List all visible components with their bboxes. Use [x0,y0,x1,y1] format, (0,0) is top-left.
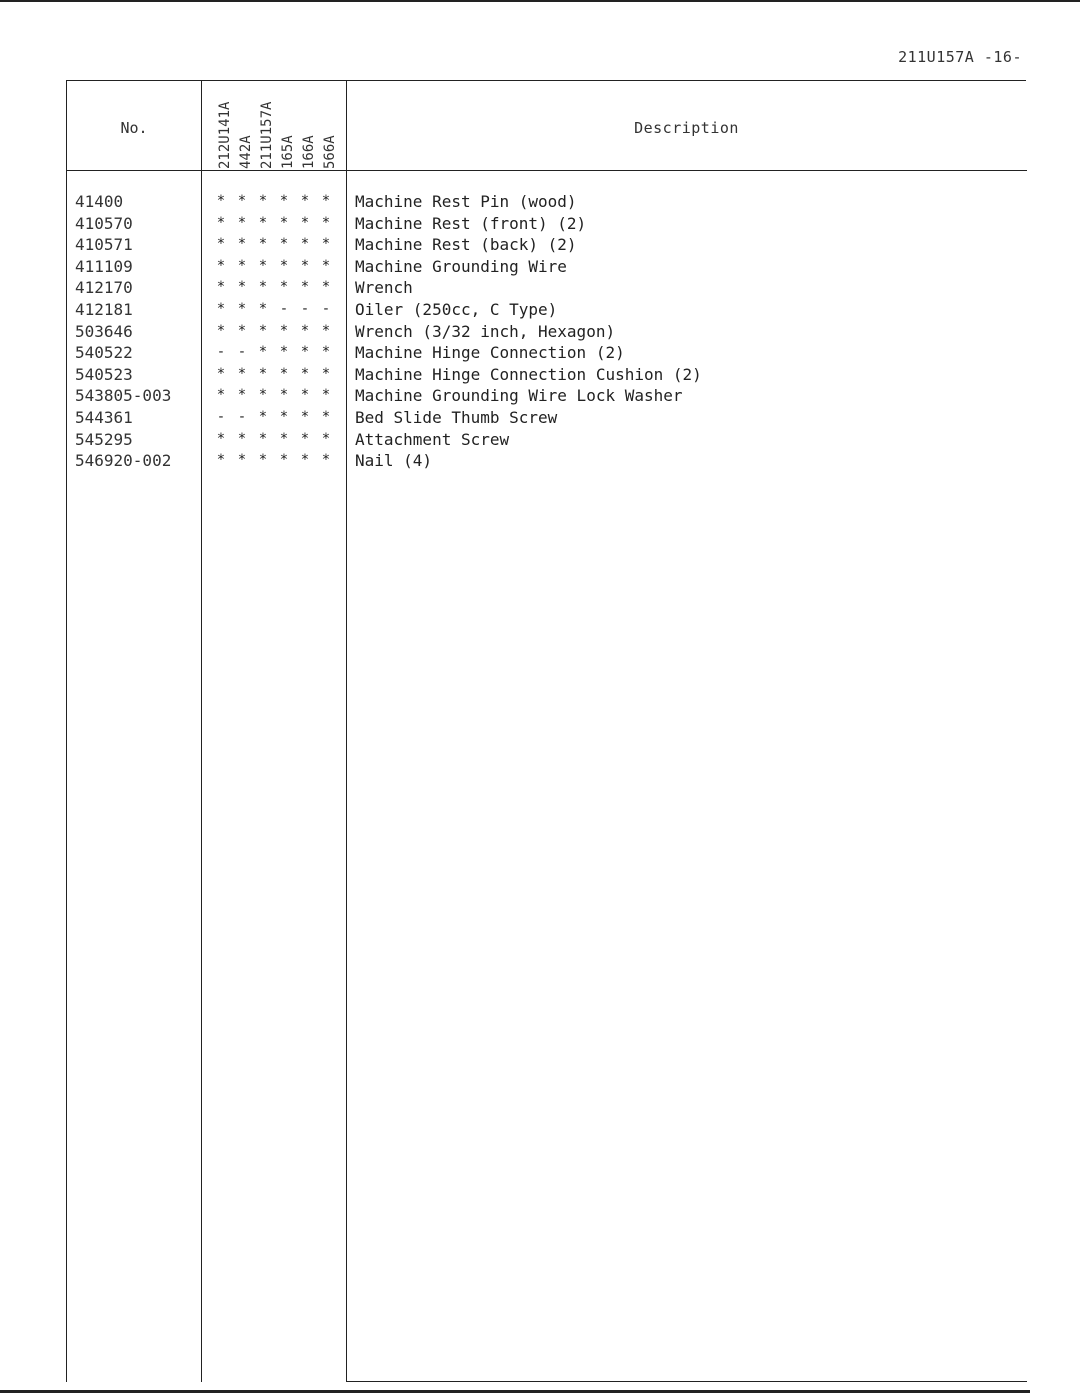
model-applicability-mark: * [237,365,247,382]
model-applicability-mark: * [321,387,331,404]
table-row [67,277,1027,299]
model-applicability-mark: * [216,257,226,274]
model-applicability-mark: * [258,365,268,382]
model-applicability-mark: * [258,344,268,361]
footer-rule [0,1390,1030,1393]
table-row [67,256,1027,278]
model-applicability-mark: * [216,193,226,209]
part-description: Wrench [355,278,413,298]
model-applicability-mark: * [300,408,310,425]
table-body [67,191,1027,472]
header-model-3: 211U157A [259,101,275,169]
model-applicability-mark: * [321,193,331,209]
model-applicability-mark: * [321,257,331,274]
header-rule [67,170,1027,171]
model-applicability-mark: * [321,322,331,339]
model-applicability-mark: - [237,344,247,361]
model-applicability-mark: * [300,322,310,339]
model-applicability-mark: * [321,236,331,253]
part-number: 543805-003 [75,386,172,406]
model-applicability-mark: * [300,236,310,253]
model-applicability-mark: * [216,365,226,382]
model-applicability-mark: * [279,408,289,425]
model-applicability-mark: * [237,257,247,274]
part-description: Wrench (3/32 inch, Hexagon) [355,321,616,341]
part-number: 41400 [75,192,124,211]
model-applicability-mark: * [300,193,310,209]
part-number: 544361 [75,407,133,427]
header-model-1: 212U141A [217,101,233,169]
model-applicability-mark: * [279,322,289,339]
model-applicability-mark: * [237,300,247,317]
part-number: 410570 [75,213,133,233]
model-applicability-mark: * [237,387,247,404]
model-applicability-mark: * [300,279,310,296]
model-applicability-mark: * [279,365,289,382]
part-number: 503646 [75,321,133,341]
model-applicability-mark: * [237,322,247,339]
part-description: Nail (4) [355,451,433,471]
model-applicability-mark: * [279,279,289,296]
model-applicability-mark: * [321,452,331,469]
part-number: 411109 [75,256,133,276]
part-description: Machine Rest (front) (2) [355,213,587,233]
model-applicability-mark: * [237,430,247,447]
header-model-5: 166A [301,135,317,169]
part-number: 412181 [75,299,133,319]
table-row [67,213,1027,235]
model-applicability-mark: - [300,300,310,317]
page-reference: 211U157A -16- [898,48,1022,66]
header-model-4: 165A [280,135,296,169]
model-applicability-mark: * [279,387,289,404]
part-description: Bed Slide Thumb Screw [355,407,558,427]
model-applicability-mark: * [300,452,310,469]
model-applicability-mark: * [258,279,268,296]
model-applicability-mark: * [300,365,310,382]
model-applicability-mark: * [300,430,310,447]
model-applicability-mark: * [237,193,247,209]
model-applicability-mark: * [258,430,268,447]
model-applicability-mark: * [258,214,268,231]
model-applicability-mark: * [321,214,331,231]
model-applicability-mark: * [237,279,247,296]
model-applicability-mark: * [321,430,331,447]
part-description: Machine Grounding Wire Lock Washer [355,386,683,406]
part-description: Machine Hinge Connection (2) [355,343,625,363]
model-applicability-mark: * [237,214,247,231]
model-applicability-mark: * [216,279,226,296]
model-applicability-mark: * [258,408,268,425]
model-applicability-mark: * [216,214,226,231]
model-applicability-mark: - [321,300,331,317]
model-applicability-mark: - [237,408,247,425]
model-applicability-mark: * [258,193,268,209]
model-applicability-mark: * [216,430,226,447]
model-applicability-mark: * [279,236,289,253]
bottom-rule [346,1381,1027,1382]
model-applicability-mark: * [279,257,289,274]
model-applicability-mark: * [279,452,289,469]
model-applicability-mark: * [321,408,331,425]
table-row [67,407,1027,429]
part-number: 546920-002 [75,451,172,471]
part-number: 410571 [75,235,133,255]
model-applicability-mark: * [300,257,310,274]
part-number: 540522 [75,343,133,363]
header-no: No. [120,119,148,137]
part-description: Machine Grounding Wire [355,256,567,276]
table-row [67,299,1027,321]
model-applicability-mark: * [279,193,289,209]
model-applicability-mark: * [216,387,226,404]
model-applicability-mark: * [279,344,289,361]
model-applicability-mark: * [258,257,268,274]
model-applicability-mark: * [258,300,268,317]
model-applicability-mark: * [237,236,247,253]
model-applicability-mark: * [279,430,289,447]
model-applicability-mark: * [300,344,310,361]
model-applicability-mark: * [321,344,331,361]
model-applicability-mark: * [300,214,310,231]
model-applicability-mark: * [216,300,226,317]
model-applicability-mark: * [258,236,268,253]
model-applicability-mark: * [321,279,331,296]
model-applicability-mark: * [216,322,226,339]
model-applicability-mark: - [216,408,226,425]
model-applicability-mark: * [321,365,331,382]
table-row [67,234,1027,256]
model-applicability-mark: * [258,322,268,339]
table-row [67,429,1027,451]
model-applicability-mark: * [279,214,289,231]
table-row [67,385,1027,407]
header-model-6: 566A [322,135,338,169]
model-applicability-mark: * [258,452,268,469]
model-applicability-mark: * [237,452,247,469]
model-applicability-mark: * [300,387,310,404]
part-number: 412170 [75,278,133,298]
table-row [67,342,1027,364]
model-applicability-mark: - [216,344,226,361]
part-number: 540523 [75,364,133,384]
model-applicability-mark: * [216,236,226,253]
parts-table [66,80,1026,1382]
table-row [67,321,1027,343]
part-number: 545295 [75,429,133,449]
model-applicability-mark: * [258,387,268,404]
model-applicability-mark: * [216,452,226,469]
part-description: Machine Hinge Connection Cushion (2) [355,364,702,384]
part-description: Machine Rest Pin (wood) [355,192,577,211]
table-row [67,450,1027,472]
part-description: Machine Rest (back) (2) [355,235,577,255]
part-description: Oiler (250cc, C Type) [355,299,558,319]
table-row [67,191,1027,213]
top-rule [0,0,1080,2]
header-description: Description [634,119,739,137]
part-description: Attachment Screw [355,429,510,449]
header-model-2: 442A [238,135,254,169]
table-row [67,364,1027,386]
model-applicability-mark: - [279,300,289,317]
